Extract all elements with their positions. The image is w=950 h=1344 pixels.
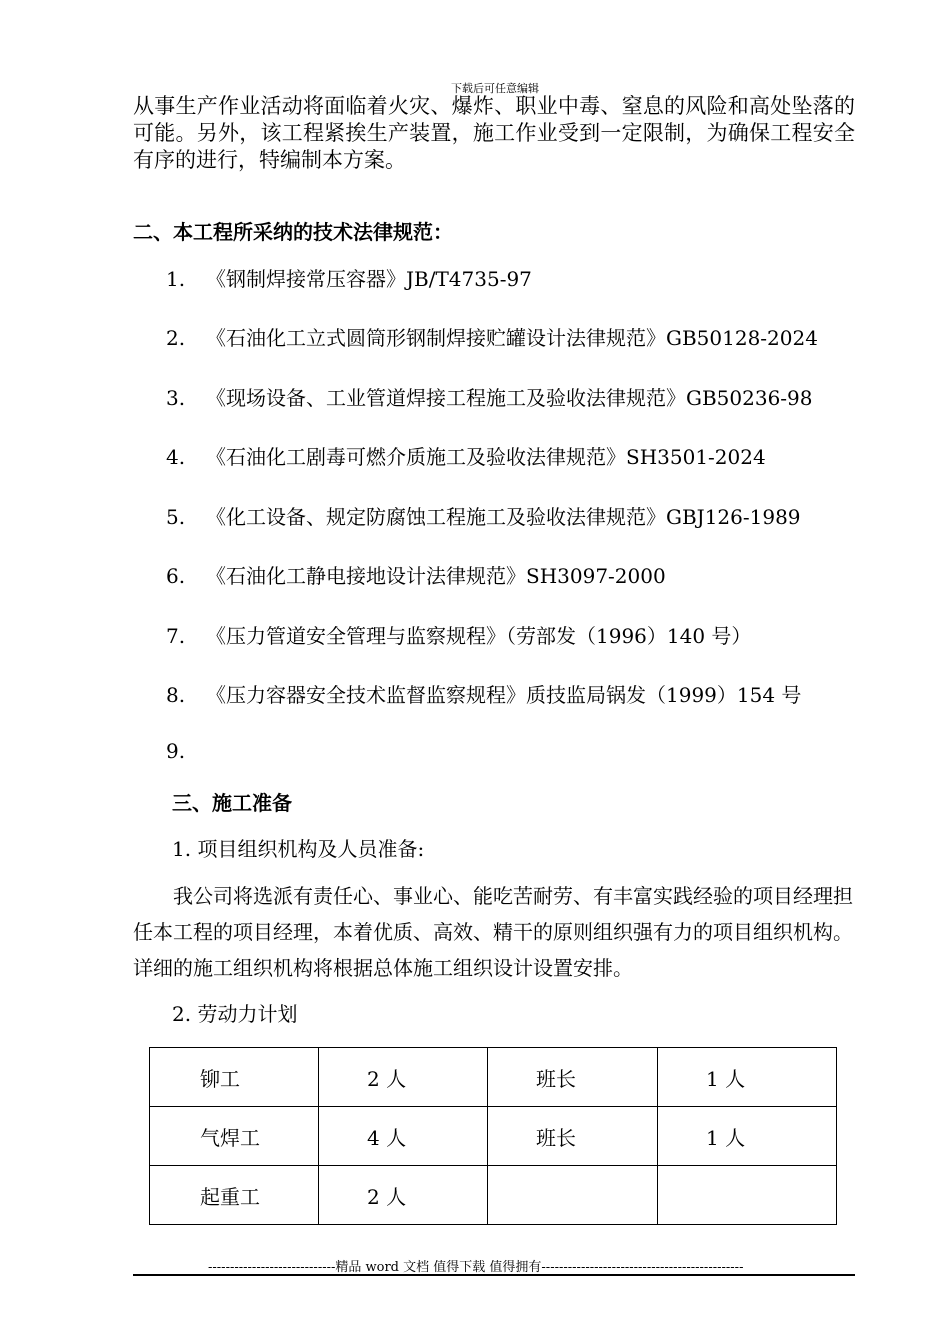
subheading-labor-plan: 2. 劳动力计划 [172,1002,298,1026]
list-item-text: 《化工设备、规定防腐蚀工程施工及验收法律规范》GBJ126-1989 [206,505,801,529]
list-item [166,322,818,351]
list-item-number: 1. [166,267,186,291]
table-cell: 起重工 [150,1166,319,1225]
list-item-number: 4. [166,445,186,469]
table-cell: 2 人 [319,1048,488,1107]
list-item [166,263,532,292]
table-cell [488,1166,658,1225]
section3-heading: 三、施工准备 [172,791,292,815]
table-cell: 1 人 [658,1048,837,1107]
list-item [166,441,766,470]
table-row [150,1166,837,1225]
table-cell: 铆工 [150,1048,319,1107]
section2-heading: 二、本工程所采纳的技术法律规范： [133,220,453,244]
list-item [166,739,206,763]
list-item-number: 6. [166,564,186,588]
list-item [166,382,813,411]
list-item-text: 《石油化工静电接地设计法律规范》SH3097-2000 [206,564,666,588]
list-item-text: 《钢制焊接常压容器》JB/T4735-97 [206,267,532,291]
table-cell: 班长 [488,1107,658,1166]
list-item-number: 3. [166,386,186,410]
list-item [166,620,751,649]
list-item-text: 《现场设备、工业管道焊接工程施工及验收法律规范》GB50236-98 [206,386,813,410]
table-cell: 4 人 [319,1107,488,1166]
list-item-number: 2. [166,326,186,350]
header-note: 下载后可任意编辑 [451,82,539,95]
list-item [166,679,801,708]
table-cell: 气焊工 [150,1107,319,1166]
list-item [166,560,666,589]
organization-text: 我公司将选派有责任心、事业心、能吃苦耐劳、有丰富实践经验的项目经理担任本工程的项目经理，本着优质、高效、精干的原则组织强有力的项目组织机构。详细的施工组织机构将根据总体施工组织设计设置安排。 [133,884,853,980]
table-cell: 1 人 [658,1107,837,1166]
subheading-organization: 1. 项目组织机构及人员准备: [172,837,425,861]
table-cell: 班长 [488,1048,658,1107]
table-row [150,1107,837,1166]
list-item-text: 《石油化工剧毒可燃介质施工及验收法律规范》SH3501-2024 [206,445,766,469]
footer-divider [133,1274,855,1276]
list-item-number: 7. [166,624,186,648]
list-item [166,501,801,530]
intro-paragraph: 从事生产作业活动将面临着火灾、爆炸、职业中毒、窒息的风险和高处坠落的可能。另外，该工程紧挨生产装置，施工作业受到一定限制，为确保工程安全有序的进行，特编制本方案。 [133,94,855,172]
list-item-number: 8. [166,683,186,707]
organization-paragraph [133,878,863,986]
table-cell [658,1166,837,1225]
table-cell: 2 人 [319,1166,488,1225]
list-item-number: 5. [166,505,186,529]
table-row [150,1048,837,1107]
list-item-number: 9. [166,739,186,763]
list-item-text: 《压力管道安全管理与监察规程》（劳部发（1996）140 号） [206,624,752,648]
list-item-text: 《石油化工立式圆筒形钢制焊接贮罐设计法律规范》GB50128-2024 [206,326,818,350]
footer-note: -----------------------------精品 word 文档 值得下载 值得拥有---------------------------------------------- [208,1260,744,1275]
list-item-text: 《压力容器安全技术监督监察规程》质技监局锅发（1999）154 号 [206,683,802,707]
labor-table [149,1047,837,1225]
